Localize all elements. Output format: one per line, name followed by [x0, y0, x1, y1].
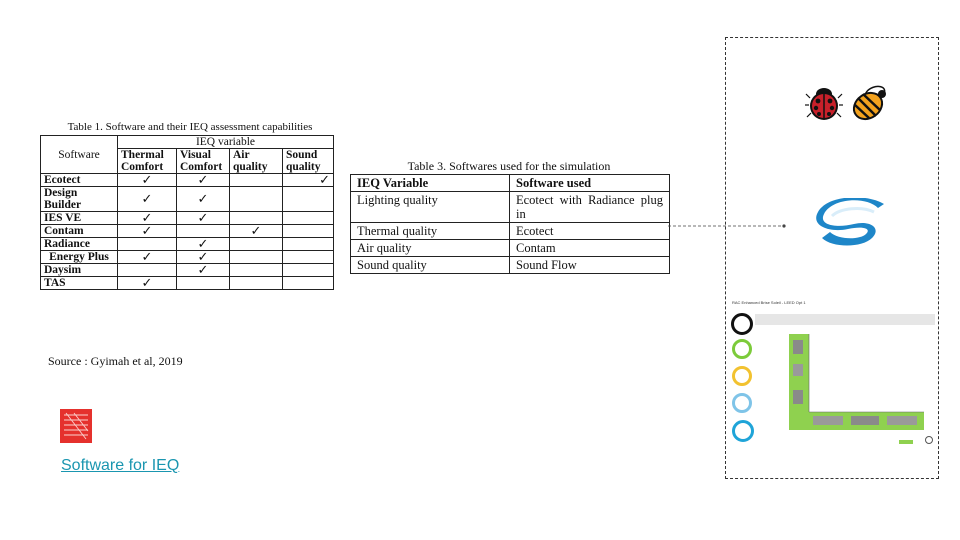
table-cell: Ecotect	[510, 223, 670, 240]
floor-plan-heatmap	[789, 334, 924, 430]
table-cell: Ecotect with Radiance plug in	[510, 192, 670, 223]
ladybug-icon	[805, 86, 843, 122]
check-cell	[230, 187, 283, 212]
software-name-cell: Contam	[41, 225, 118, 238]
column-header-visual-comfort: Visual Comfort	[177, 149, 230, 174]
check-cell: ✓	[177, 174, 230, 187]
check-cell	[230, 174, 283, 187]
check-cell	[283, 264, 334, 277]
table-row	[41, 238, 334, 251]
table-row	[41, 251, 334, 264]
table-cell: Sound quality	[351, 257, 510, 274]
check-cell: ✓	[230, 225, 283, 238]
check-cell	[230, 264, 283, 277]
table1-body	[41, 174, 334, 290]
table-cell: Contam	[510, 240, 670, 257]
software-column-header: Software	[41, 136, 118, 174]
software-name-cell: IES VE	[41, 212, 118, 225]
gauge-blue-icon	[732, 420, 754, 442]
column-header-software-used: Software used	[510, 175, 670, 192]
table-row	[351, 223, 670, 240]
check-cell: ✓	[118, 212, 177, 225]
check-cell	[177, 277, 230, 290]
ieq-software-logo-icon	[60, 409, 92, 443]
check-cell: ✓	[118, 187, 177, 212]
check-cell: ✓	[118, 225, 177, 238]
column-header-air-quality: Air quality	[230, 149, 283, 174]
check-cell: ✓	[177, 238, 230, 251]
table-cell: Sound Flow	[510, 257, 670, 274]
check-cell: ✓	[118, 174, 177, 187]
table-row	[41, 174, 334, 187]
table-row	[41, 212, 334, 225]
table-row	[351, 192, 670, 223]
report-title: RAC Enhanced Brise Soleil - LEED Opt 1	[732, 300, 806, 305]
software-for-ieq-link[interactable]: Software for IEQ	[61, 457, 180, 474]
compass-icon	[925, 436, 933, 444]
check-cell	[230, 277, 283, 290]
honeybee-icon	[848, 84, 890, 124]
table-row	[41, 264, 334, 277]
s-swirl-logo-icon	[816, 198, 886, 248]
simulation-report-thumbnail	[729, 296, 937, 456]
ieq-variable-group-header: IEQ variable	[118, 136, 334, 149]
simulation-software-table	[350, 174, 670, 274]
table-row	[41, 277, 334, 290]
check-cell: ✓	[177, 264, 230, 277]
column-header-thermal-comfort: Thermal Comfort	[118, 149, 177, 174]
check-cell	[283, 277, 334, 290]
software-name-cell: Radiance	[41, 238, 118, 251]
table3-caption: Table 3. Softwares used for the simulation	[407, 159, 611, 173]
table-row	[41, 187, 334, 212]
check-cell	[283, 251, 334, 264]
table1-source: Source : Gyimah et al, 2019	[48, 354, 183, 368]
gauge-green-icon	[732, 339, 752, 359]
software-name-cell: Design Builder	[41, 187, 118, 212]
report-legend-bar	[899, 440, 913, 444]
check-cell: ✓	[283, 174, 334, 187]
check-cell	[283, 238, 334, 251]
column-header-ieq-variable: IEQ Variable	[351, 175, 510, 192]
check-cell: ✓	[177, 251, 230, 264]
check-cell	[283, 225, 334, 238]
software-name-cell: TAS	[41, 277, 118, 290]
table1-caption: Table 1. Software and their IEQ assessment capabilities	[67, 121, 313, 133]
table-row	[351, 257, 670, 274]
software-name-cell: Ecotect	[41, 174, 118, 187]
check-cell: ✓	[118, 277, 177, 290]
check-cell	[230, 251, 283, 264]
check-cell	[283, 187, 334, 212]
software-name-cell: Daysim	[41, 264, 118, 277]
table-row	[41, 225, 334, 238]
check-cell: ✓	[177, 187, 230, 212]
gauge-black-icon	[731, 313, 753, 335]
table-row	[351, 240, 670, 257]
check-cell: ✓	[177, 212, 230, 225]
software-capabilities-table	[40, 135, 334, 290]
check-cell: ✓	[118, 251, 177, 264]
gauge-yellow-icon	[732, 366, 752, 386]
table-cell: Lighting quality	[351, 192, 510, 223]
check-cell	[230, 238, 283, 251]
column-header-sound-quality: Sound quality	[283, 149, 334, 174]
table-cell: Air quality	[351, 240, 510, 257]
software-name-cell: Energy Plus	[41, 251, 118, 264]
table-cell: Thermal quality	[351, 223, 510, 240]
report-summary-bar	[755, 314, 935, 325]
gauge-lightblue-icon	[732, 393, 752, 413]
check-cell	[283, 212, 334, 225]
